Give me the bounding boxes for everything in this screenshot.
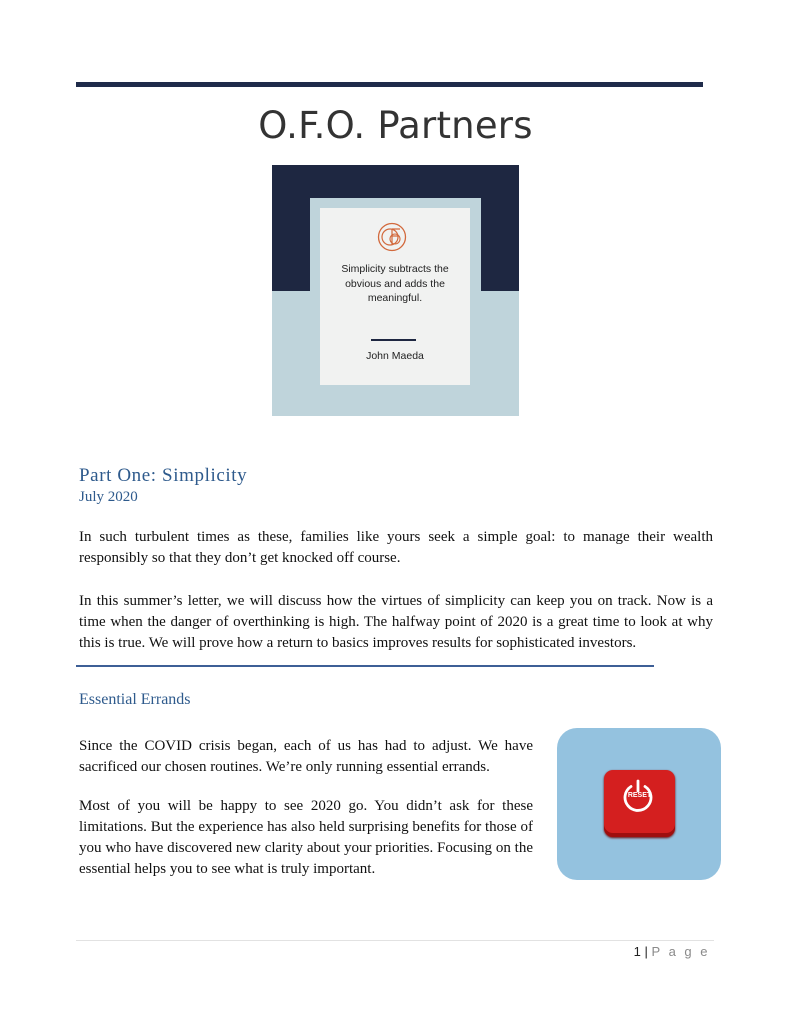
ofo-monogram-icon xyxy=(377,222,407,252)
quote-underline xyxy=(371,339,416,341)
intro-paragraph: In this summer’s letter, we will discuss how the virtues of simplicity can keep you on track. Now is a time when the danger of overthinking is high. The halfway point of 2020 is a great time to look at why this is true. We will prove how a return to basics improves results for sophisticated investors. xyxy=(79,593,713,651)
page-number: 1 xyxy=(633,944,641,959)
section-divider xyxy=(76,665,654,667)
quote-card-panel xyxy=(320,208,470,385)
reset-button-graphic xyxy=(604,770,675,837)
part-date: July 2020 xyxy=(79,489,138,505)
section-paragraph: Since the COVID crisis began, each of us has had to adjust. We have sacrificed our chosen routines. We’re only running essential errands. xyxy=(79,738,533,775)
top-divider xyxy=(76,82,703,87)
quote-author: John Maeda xyxy=(366,350,424,362)
quote-card-image xyxy=(272,165,519,416)
part-heading: Part One: Simplicity xyxy=(79,465,248,486)
footer-page-word: P a g e xyxy=(651,944,710,959)
intro-paragraph: In such turbulent times as these, families like yours seek a simple goal: to manage their wealth responsibly so that they don’t get knocked off course. xyxy=(79,529,713,566)
document-title: O.F.O. Partners xyxy=(258,104,533,147)
footer-separator: | xyxy=(644,944,648,959)
section-paragraph: Most of you will be happy to see 2020 go. You didn’t ask for these limitations. But the experience has also held surprising benefits for those of you who have discovered new clarity about your priorities. Focusing on the essential helps you to see what is truly important. xyxy=(79,798,533,877)
page-footer xyxy=(634,944,710,959)
footer-divider xyxy=(76,940,714,941)
reset-label: RESET xyxy=(627,792,652,799)
quote-text: Simplicity subtracts the obvious and adds the meaningful. xyxy=(341,263,449,304)
section-heading: Essential Errands xyxy=(79,691,191,708)
reset-image xyxy=(557,728,721,880)
